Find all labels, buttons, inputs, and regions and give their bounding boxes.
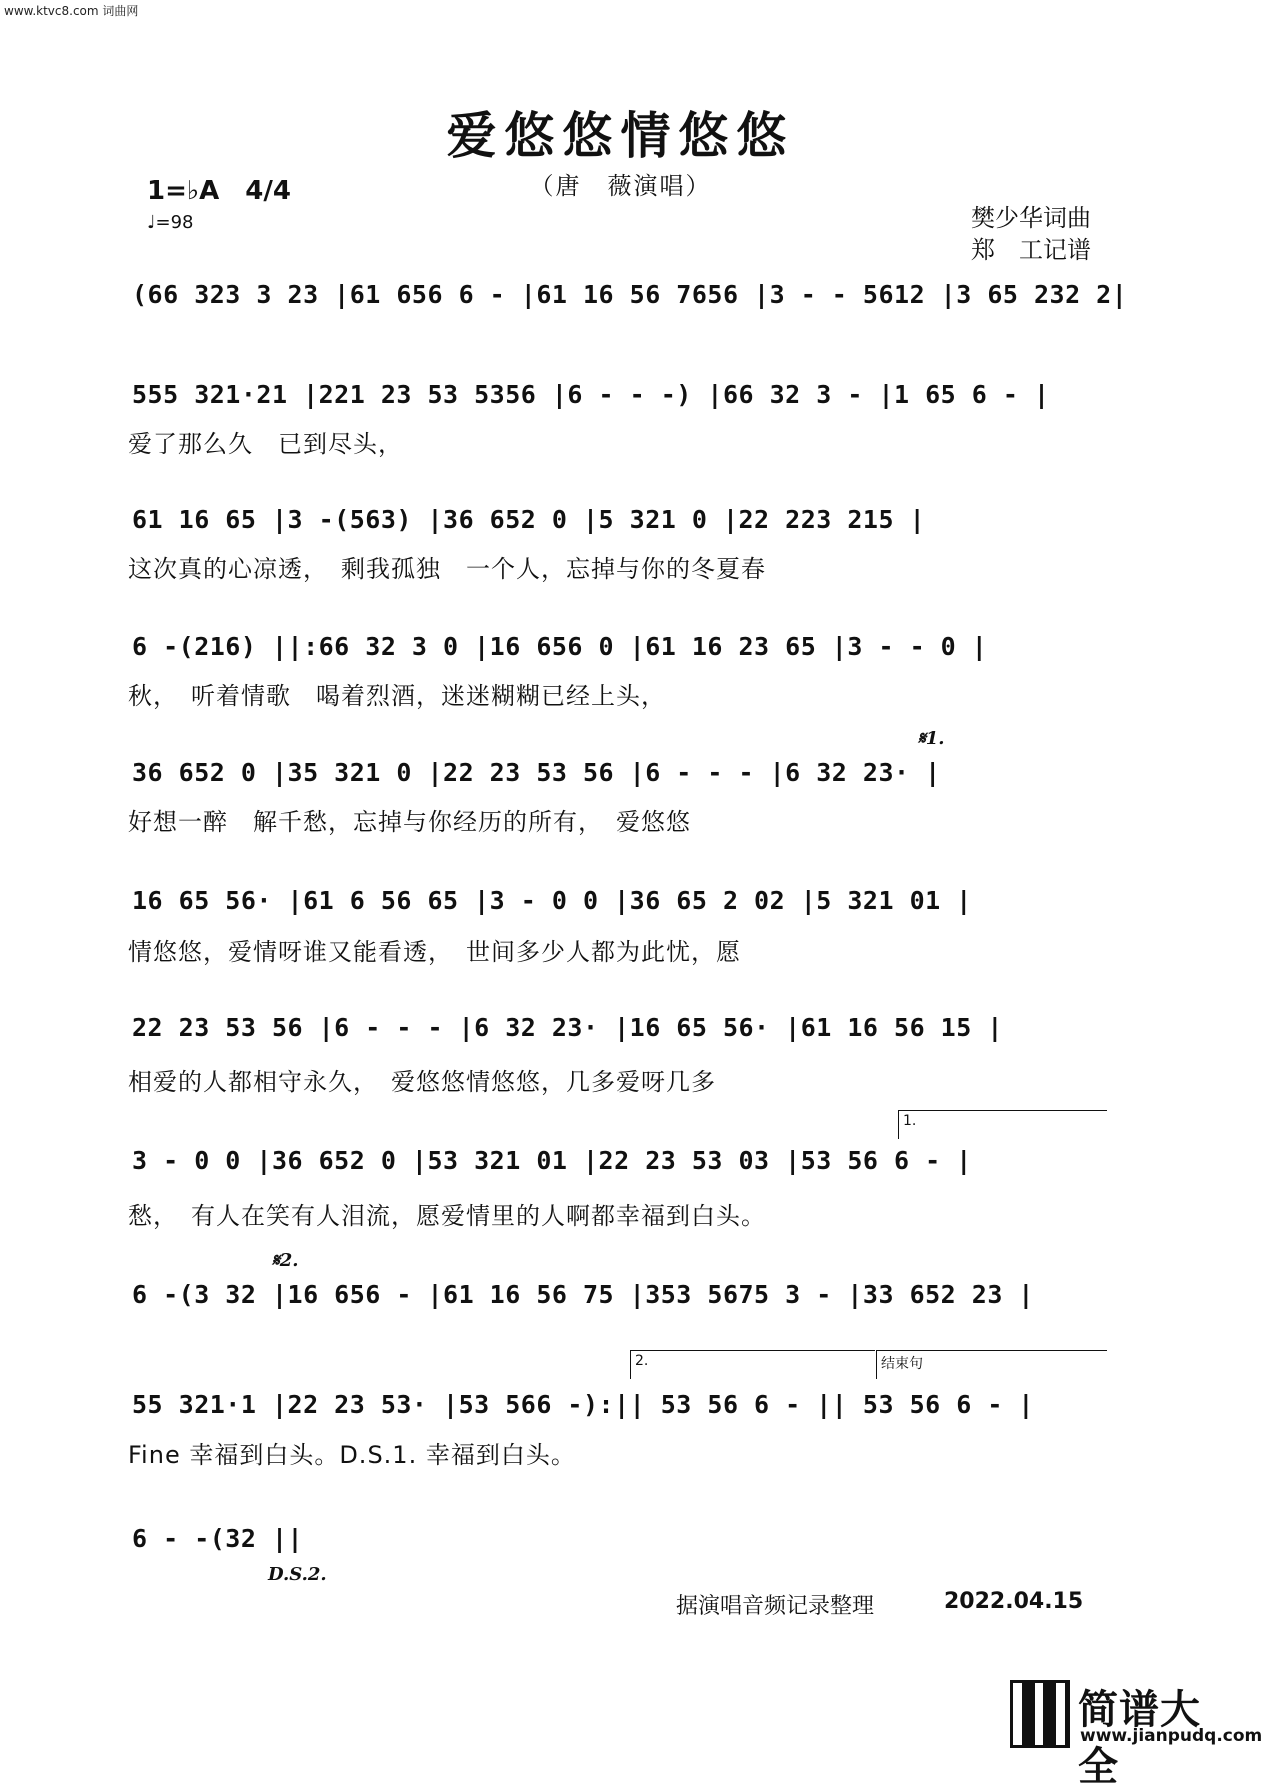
ds-2-marker: D.S.2. <box>268 1564 327 1585</box>
notation-line: 6 -(3 32 |16 656 - |61 16 56 75 |353 5675 3 - |33 652 23 | <box>132 1280 1034 1309</box>
notation-line: 36 652 0 |35 321 0 |22 23 53 56 |6 - - - |6 32 23· | <box>132 758 941 787</box>
site-logo <box>1010 1676 1262 1790</box>
credit-composer: 樊少华词曲 <box>971 204 1091 232</box>
lyric-line: 愁， 有人在笑有人泪流，愿爱情里的人啊都幸福到白头。 <box>128 1202 766 1230</box>
lyric-line: 这次真的心凉透， 剩我孤独 一个人，忘掉与你的冬夏春 <box>128 555 766 583</box>
song-title: 爱悠悠情悠悠 <box>446 106 795 165</box>
credit-transcriber: 郑 工记谱 <box>971 236 1091 264</box>
notation-line: 16 65 56· |61 6 56 65 |3 - 0 0 |36 65 2 02 |5 321 01 | <box>132 886 972 915</box>
notation-line: 555 321·21 |221 23 53 5356 |6 - - -) |66 32 3 - |1 65 6 - | <box>132 380 1050 409</box>
segno-1-marker: 𝄋1. <box>918 728 945 749</box>
tempo: ♩=98 <box>147 212 194 233</box>
song-subtitle: （唐 薇演唱） <box>529 172 712 200</box>
lyric-line: 情悠悠，爱情呀谁又能看透， 世间多少人都为此忧，愿 <box>128 938 741 966</box>
notation-line: 61 16 65 |3 -(563) |36 652 0 |5 321 0 |22 223 215 | <box>132 505 926 534</box>
volta-2-label: 2. <box>635 1353 649 1369</box>
logo-url: www.jianpudq.com <box>1080 1726 1262 1746</box>
notation-line: 3 - 0 0 |36 652 0 |53 321 01 |22 23 53 03 |53 56 6 - | <box>132 1146 972 1175</box>
piano-keys-icon <box>1010 1680 1070 1748</box>
volta-1-bracket <box>898 1110 1107 1139</box>
lyric-line: 爱了那么久 已到尽头， <box>128 430 403 458</box>
volta-2-bracket <box>630 1350 875 1379</box>
key-signature: 1=♭A 4/4 <box>147 176 291 206</box>
segno-2-marker: 𝄋2. <box>272 1250 299 1271</box>
footer-date: 2022.04.15 <box>944 1589 1084 1614</box>
notation-line: 6 -(216) ||:66 32 3 0 |16 656 0 |61 16 23 65 |3 - - 0 | <box>132 632 988 661</box>
lyric-line: 秋， 听着情歌 喝着烈酒，迷迷糊糊已经上头， <box>128 682 666 710</box>
logo-name: 简谱大全 <box>1078 1687 1201 1790</box>
footer-note: 据演唱音频记录整理 <box>676 1594 875 1619</box>
notation-line: 55 321·1 |22 23 53· |53 566 -):|| 53 56 6 - || 53 56 6 - | <box>132 1390 1034 1419</box>
lyric-line: 好想一醉 解千愁，忘掉与你经历的所有， 爱悠悠 <box>128 808 691 836</box>
ending-bracket <box>876 1350 1107 1379</box>
volta-1-label: 1. <box>903 1113 917 1129</box>
notation-line: (66 323 3 23 |61 656 6 - |61 16 56 7656 |3 - - 5612 |3 65 232 2| <box>132 280 1128 309</box>
notation-line: 22 23 53 56 |6 - - - |6 32 23· |16 65 56· |61 16 56 15 | <box>132 1013 1003 1042</box>
source-url: www.ktvc8.com 词曲网 <box>4 4 139 18</box>
lyric-line: Fine 幸福到白头。D.S.1. 幸福到白头。 <box>128 1441 576 1469</box>
lyric-line: 相爱的人都相守永久， 爱悠悠情悠悠，几多爱呀几多 <box>128 1068 716 1096</box>
ending-label: 结束句 <box>881 1356 923 1372</box>
notation-line: 6 - -(32 || <box>132 1524 304 1553</box>
